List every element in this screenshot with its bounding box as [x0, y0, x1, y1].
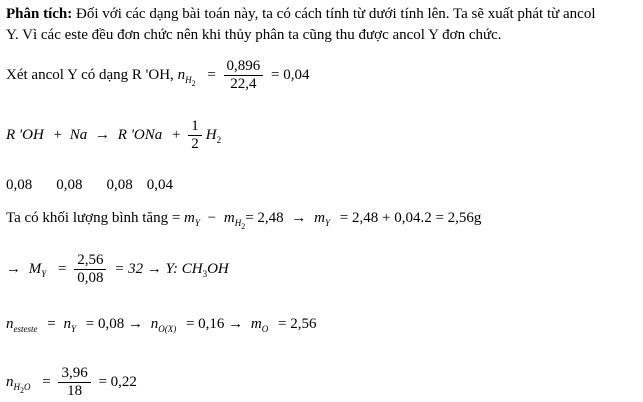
h2-subscript — [234, 218, 246, 231]
coef-denominator: 2 — [191, 136, 199, 152]
water-result: = 0,22 — [98, 373, 137, 390]
mole-value: 0,08 — [106, 177, 133, 193]
hydroxyl: OH — [207, 260, 229, 277]
mass-result: = 2,48 + 0,04.2 = 2,56g — [339, 210, 482, 226]
intro-line-2 — [6, 27, 502, 44]
fraction-numerator: 2,56 — [74, 252, 106, 270]
reactant-alcohol: R 'OH — [6, 126, 44, 143]
oxygen-mass-value: = 2,56 — [278, 316, 317, 332]
equals-sign: = — [58, 260, 67, 277]
two-subscript: 2 — [241, 222, 246, 231]
hydrogen-subscript: 2 — [216, 134, 222, 145]
h-subscript: H — [13, 381, 20, 392]
fraction-numerator: 0,896 — [224, 58, 264, 76]
water-moles-line — [6, 365, 137, 400]
m-symbol: m — [314, 210, 326, 226]
product-alkoxide: R 'ONa — [117, 126, 163, 143]
ester-moles-line — [6, 316, 316, 333]
mole-value: 0,08 — [56, 177, 83, 193]
h2-subscript — [185, 74, 196, 88]
y-subscript: Y — [70, 324, 76, 334]
coef-numerator: 1 — [188, 118, 202, 136]
minus-sign: − — [207, 210, 217, 226]
plus-sign-2: + — [172, 126, 181, 143]
mole-value: 0,04 — [146, 177, 173, 193]
h2-fraction — [224, 58, 264, 93]
molar-mass-result: = 32 → Y: CH — [114, 260, 203, 277]
n-symbol: n — [6, 316, 14, 332]
o-subscript: O — [24, 381, 31, 392]
mole-value: 0,08 — [6, 177, 33, 193]
n-symbol: n — [6, 373, 14, 390]
h-subscript: H — [234, 218, 242, 228]
m-symbol: m — [223, 210, 235, 226]
analysis-label: Phân tích: — [6, 6, 73, 22]
half-coefficient — [188, 118, 202, 153]
reaction-equation — [6, 118, 221, 153]
mass-equals: = 2,48 — [245, 210, 284, 226]
three-subscript: 3 — [202, 268, 208, 279]
equals-sign: = — [42, 373, 51, 390]
h-subscript: H — [185, 74, 192, 85]
molar-mass-fraction — [74, 252, 106, 287]
intro-text-2: Y. Vì các este đều đơn chức nên khi thủy phân ta cũng thu được ancol Y đơn chức. — [6, 27, 502, 43]
arrow: → — [6, 260, 21, 277]
hydrogen-product: H — [205, 126, 217, 143]
arrow: → — [291, 210, 307, 226]
intro-text-1: Đối với các dạng bài toán này, ta có cách tính từ dưới tính lên. Ta sẽ xuất phát từ ancol — [72, 6, 596, 22]
sodium: Na — [69, 126, 88, 143]
y-subscript: Y — [194, 218, 200, 228]
ester-moles-value: = 0,08 → — [85, 316, 143, 332]
equals-sign: = — [47, 316, 56, 332]
two-subscript: 2 — [20, 385, 24, 395]
y-subscript: Y — [41, 268, 47, 279]
ester-subscript: esteste — [13, 324, 38, 334]
h2o-subscript — [13, 381, 31, 395]
fraction-denominator: 18 — [67, 383, 83, 399]
molar-mass-line — [6, 252, 229, 287]
intro-line-1 — [6, 6, 596, 23]
h2-result: = 0,04 — [271, 66, 310, 83]
water-fraction — [58, 365, 90, 400]
mass-increase-text: Ta có khối lượng bình tăng = — [6, 210, 185, 226]
alcohol-form-text: Xét ancol Y có dạng R 'OH, — [6, 66, 178, 83]
mole-row — [6, 177, 173, 194]
two-subscript: 2 — [191, 78, 196, 88]
n-symbol: n — [150, 316, 159, 332]
fraction-numerator: 3,96 — [58, 365, 90, 383]
oxygen-moles-value: = 0,16 → — [185, 316, 244, 332]
plus-sign-1: + — [53, 126, 63, 143]
molar-mass-symbol: M — [28, 260, 42, 277]
oxygen-subscript: O(X) — [158, 324, 177, 334]
fraction-denominator: 0,08 — [77, 270, 104, 286]
m-symbol: m — [250, 316, 262, 332]
y-subscript: Y — [325, 218, 331, 228]
hydrogen-moles-line — [6, 58, 310, 93]
mass-increase-line — [6, 210, 482, 231]
n-symbol: n — [63, 316, 71, 332]
fraction-denominator: 22,4 — [230, 76, 257, 92]
equals-sign: = — [207, 66, 216, 83]
n-symbol: n — [177, 66, 186, 83]
o-subscript: O — [261, 324, 269, 334]
reaction-arrow: → — [95, 126, 111, 143]
m-symbol: m — [184, 210, 195, 226]
